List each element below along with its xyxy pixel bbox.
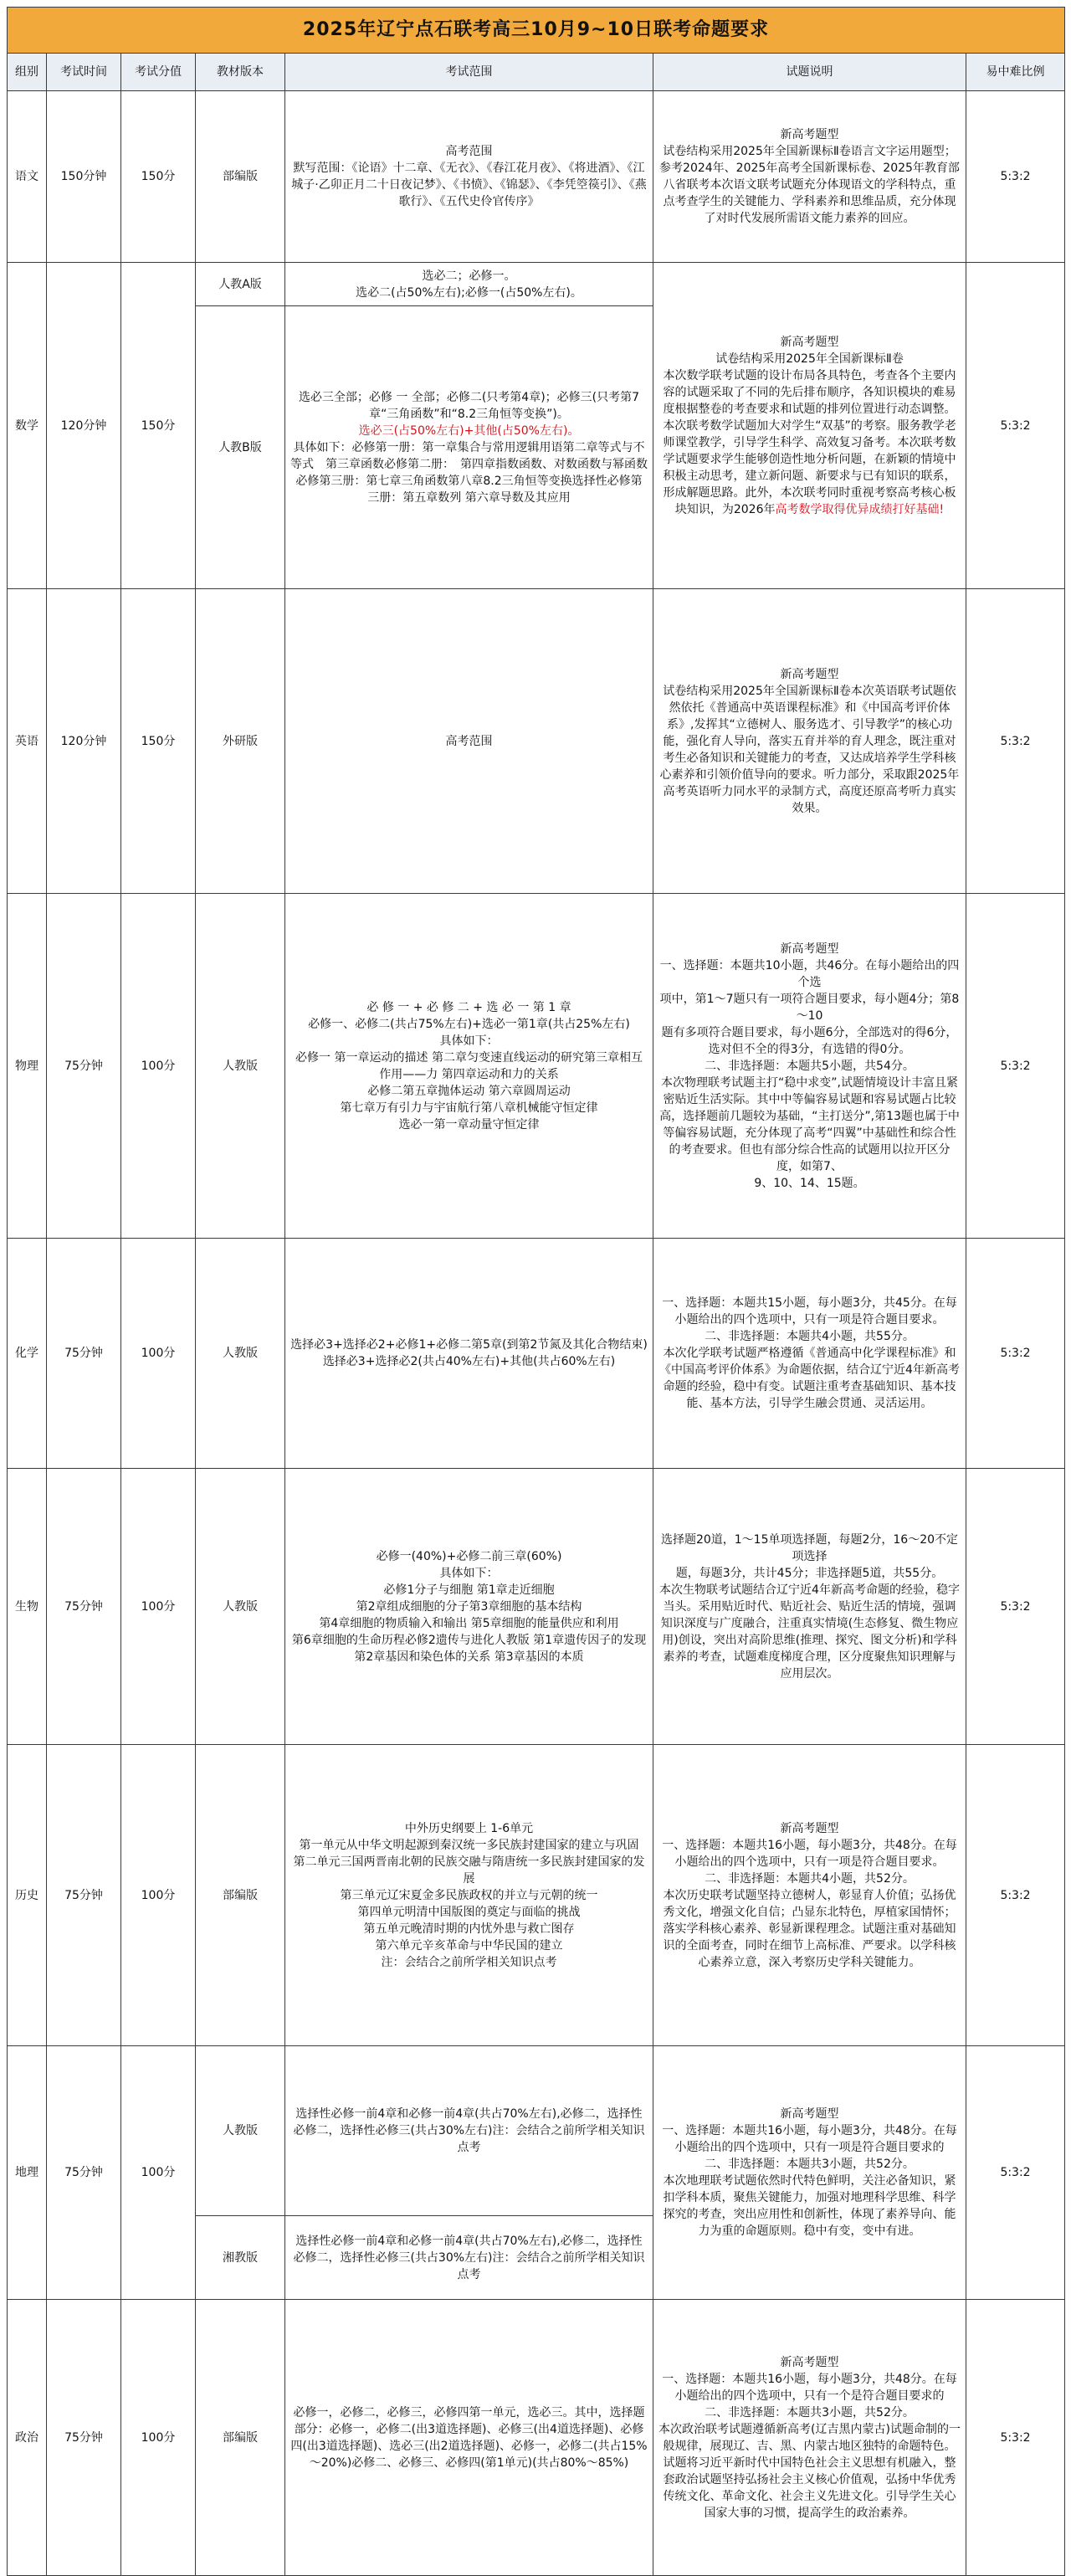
subject-cell: 物理: [8, 894, 47, 1239]
exam-requirements-sheet: [7, 7, 1064, 2576]
header-cell: 易中难比例: [966, 54, 1065, 91]
score-cell: 100分: [121, 1469, 196, 1745]
subject-cell: 地理: [8, 2046, 47, 2300]
scope-cell: 中外历史纲要上 1-6单元 第一单元从中华文明起源到秦汉统一多民族封建国家的建立与巩固 第二单元三国两晋南北朝的民族交融与隋唐统一多民族封建国家的发展 第三单元辽宋夏金多民族政权的并立与元朝的统一 第四单元明清中国版图的奠定与面临的挑战 第五单元晚清时期的内忧外患与救亡图存 第六单元辛亥革命与中华民国的建立 注：会结合之前所学相关知识点考: [285, 1745, 653, 2046]
time-cell: 150分钟: [47, 91, 121, 263]
explain-cell: [653, 263, 966, 589]
scope-cell: 选择必3+选择必2+必修1+必修二第5章(到第2节氮及其化合物结束) 选择必3+选择必2(共占40%左右)+其他(共占60%左右): [285, 1239, 653, 1469]
score-cell: 150分: [121, 589, 196, 894]
header-cell: 试题说明: [653, 54, 966, 91]
edition-cell: 人教版: [196, 1469, 285, 1745]
explain-cell: 一、选择题：本题共15小题，每小题3分，共45分。在每小题给出的四个选项中，只有一项是符合题目要求。 二、非选择题：本题共4小题，共55分。 本次化学联考试题严格遵循《普通高中化学课程标准》和《中国高考评价体系》为命题依据，结合辽宁近4年新高考命题的经验，稳中有变。试题注重考查基础知识、基本技能、基本方法，引导学生融会贯通、灵活运用。: [653, 1239, 966, 1469]
row-history: [8, 1745, 1065, 2046]
ratio-cell: 5:3:2: [966, 894, 1065, 1239]
score-cell: 100分: [121, 894, 196, 1239]
time-cell: 75分钟: [47, 1745, 121, 2046]
explain-cell: 新高考题型 试卷结构采用2025年全国新课标Ⅱ卷语言文字运用题型；参考2024年、2025年高考全国新课标卷、2025年教育部八省联考本次语文联考试题充分体现语文的学科特点，重点考查学生的关键能力、学科素养和思维品质，充分体现了对时代发展所需语文能力素养的回应。: [653, 91, 966, 263]
header-cell: 组别: [8, 54, 47, 91]
subject-cell: 语文: [8, 91, 47, 263]
edition-cell: 人教A版: [196, 263, 285, 306]
subject-cell: 政治: [8, 2300, 47, 2576]
row-chemistry: [8, 1239, 1065, 1469]
explain-cell: 新高考题型 试卷结构采用2025年全国新课标Ⅱ卷本次英语联考试题依然依托《普通高中英语课程标准》和《中国高考评价体系》,发挥其“立德树人、服务选才、引导教学”的核心功能，强化育人导向，落实五育并举的育人理念，既注重对考生必备知识和关键能力的考查，又达成培养学生学科核心素养和引领价值导向的要求。听力部分，采取跟2025年高考英语听力同水平的录制方式，高度还原高考听力真实效果。: [653, 589, 966, 894]
row-english: [8, 589, 1065, 894]
subject-cell: 历史: [8, 1745, 47, 2046]
scope-cell: 必修一(40%)+必修二前三章(60%) 具体如下： 必修1分子与细胞 第1章走近细胞 第2章组成细胞的分子第3章细胞的基本结构 第4章细胞的物质输入和输出 第5章细胞的能量供应和利用 第6章细胞的生命历程必修2遗传与进化人教版 第1章遗传因子的发现 第2章基因和染色体的关系 第3章基因的本质: [285, 1469, 653, 1745]
edition-cell: 人教B版: [196, 306, 285, 589]
score-cell: 100分: [121, 1745, 196, 2046]
edition-cell: 人教版: [196, 2046, 285, 2216]
ratio-cell: 5:3:2: [966, 1239, 1065, 1469]
requirements-table: [7, 7, 1065, 2576]
edition-cell: 部编版: [196, 1745, 285, 2046]
ratio-cell: 5:3:2: [966, 2046, 1065, 2300]
time-cell: 75分钟: [47, 894, 121, 1239]
edition-cell: 部编版: [196, 91, 285, 263]
scope-cell: 高考范围 默写范围：《论语》十二章、《无衣》、《春江花月夜》、《将进酒》、《江城子·乙卯正月二十日夜记梦》、《书愤》、《锦瑟》、《李凭箜篌引》、《燕歌行》、《五代史伶官传序》: [285, 91, 653, 263]
ratio-cell: 5:3:2: [966, 1745, 1065, 2046]
header-cell: 考试分值: [121, 54, 196, 91]
time-cell: 75分钟: [47, 1239, 121, 1469]
explain-highlight: 高考数学取得优异成绩打好基础!: [775, 502, 945, 516]
explain-text: 新高考题型 试卷结构采用2025年全国新课标Ⅱ卷 本次数学联考试题的设计布局各具特色，考查各个主要内容的试题采取了不同的先后排布顺序，各知识模块的难易度根据整卷的考查要求和试题的排列位置进行动态调整。本次联考数学试题加大对学生“双基”的考察。服务教学老师课堂教学，引导学生科学、高效复习备考。本次联考数学试题要求学生能够创造性地分析问题，在新颖的情境中积极主动思考，建立新问题、新要求与已有知识的联系，形成解题思路。此外，本次联考同时重视考察高考核心板块知识，为2026年: [663, 335, 956, 516]
edition-cell: 湘教版: [196, 2216, 285, 2300]
time-cell: 75分钟: [47, 2046, 121, 2300]
header-cell: 考试范围: [285, 54, 653, 91]
score-cell: 100分: [121, 2046, 196, 2300]
explain-cell: 新高考题型 一、选择题：本题共16小题，每小题3分，共48分。在每小题给出的四个选项中，只有一项是符合题目要求的 二、非选择题：本题共3小题，共52分。 本次地理联考试题依然时代特色鲜明，关注必备知识，紧扣学科本质，聚焦关键能力，加强对地理科学思维、科学探究的考查，突出应用性和创新性，体现了素养导向、能力为重的命题原则。稳中有变，变中有进。: [653, 2046, 966, 2300]
row-math: [8, 263, 1065, 306]
scope-detail: 具体如下：必修第一册：第一章集合与常用逻辑用语第二章等式与不等式 第三章函数必修第二册： 第四章指数函数、对数函数与幂函数必修第三册：第七章三角函数第八章8.2三角恒等变换选择性必修第三册：第五章数列 第六章导数及其应用: [290, 440, 648, 505]
subject-cell: 化学: [8, 1239, 47, 1469]
time-cell: 120分钟: [47, 263, 121, 589]
subject-cell: 生物: [8, 1469, 47, 1745]
subject-cell: 英语: [8, 589, 47, 894]
header-cell: 教材版本: [196, 54, 285, 91]
score-cell: 150分: [121, 91, 196, 263]
time-cell: 75分钟: [47, 1469, 121, 1745]
ratio-cell: 5:3:2: [966, 91, 1065, 263]
scope-cell: 高考范围: [285, 589, 653, 894]
row-chinese: [8, 91, 1065, 263]
scope-text: 选必三全部；必修 一 全部；必修二(只考第4章)；必修三(只考第7章“三角函数”和“8.2三角恒等变换”)。: [298, 390, 640, 421]
scope-cell: [285, 306, 653, 589]
ratio-cell: 5:3:2: [966, 1469, 1065, 1745]
page-title: 2025年辽宁点石联考高三10月9~10日联考命题要求: [8, 8, 1065, 54]
scope-cell: 选必二；必修一。 选必二(占50%左右);必修一(占50%左右)。: [285, 263, 653, 306]
score-cell: 150分: [121, 263, 196, 589]
scope-highlight: 选必三(占50%左右)+其他(占50%左右)。: [358, 423, 580, 438]
score-cell: 100分: [121, 2300, 196, 2576]
header-cell: 考试时间: [47, 54, 121, 91]
ratio-cell: 5:3:2: [966, 2300, 1065, 2576]
explain-cell: 新高考题型 一、选择题：本题共16小题，每小题3分，共48分。在每小题给出的四个选项中，只有一个是符合题目要求的 二、非选择题：本题共3小题，共52分。 本次政治联考试题遵循新高考(辽吉黑内蒙古)试题命制的一般规律，展现辽、吉、黑、内蒙古地区独特的命题特色。试题将习近平新时代中国特色社会主义思想有机融入，整套政治试题坚持弘扬社会主义核心价值观，弘扬中华优秀传统文化、革命文化、社会主义先进文化。引导学生关心国家大事的习惯，提高学生的政治素养。: [653, 2300, 966, 2576]
explain-cell: 新高考题型 一、选择题：本题共16小题，每小题3分，共48分。在每小题给出的四个选项中，只有一项是符合题目要求。 二、非选择题：本题共4小题，共52分。 本次历史联考试题坚持立德树人，彰显育人价值；弘扬优秀文化，增强文化自信；凸显东北特色，厚植家国情怀；落实学科核心素养、彰显新课程理念。试题注重对基础知识的全面考查，同时在细节上高标准、严要求。以学科核心素养立意，深入考察历史学科关键能力。: [653, 1745, 966, 2046]
score-cell: 100分: [121, 1239, 196, 1469]
row-biology: [8, 1469, 1065, 1745]
edition-cell: 人教版: [196, 894, 285, 1239]
row-geography: [8, 2046, 1065, 2216]
row-physics: [8, 894, 1065, 1239]
ratio-cell: 5:3:2: [966, 263, 1065, 589]
edition-cell: 外研版: [196, 589, 285, 894]
edition-cell: 人教版: [196, 1239, 285, 1469]
scope-cell: 选择性必修一前4章和必修一前4章(共占70%左右),必修二，选择性必修二，选择性必修三(共占30%左右)注：会结合之前所学相关知识点考: [285, 2046, 653, 2216]
explain-cell: 新高考题型 一、选择题：本题共10小题，共46分。在每小题给出的四个选 项中，第1～7题只有一项符合题目要求，每小题4分；第8～10 题有多项符合题目要求，每小题6分，全部选对的得6分，选对但不全的得3分，有选错的得0分。 二、非选择题：本题共5小题，共54分。 本次物理联考试题主打“稳中求变”,试题情境设计丰富且紧密贴近生活实际。其中中等偏容易试题和容易试题占比较高，选择题前几题较为基础，“主打送分”,第13题也属于中等偏容易试题，充分体现了高考“四翼”中基础性和综合性的考查要求。但也有部分综合性高的试题用以拉开区分度，如第7、 9、10、14、15题。: [653, 894, 966, 1239]
ratio-cell: 5:3:2: [966, 589, 1065, 894]
row-politics: [8, 2300, 1065, 2576]
edition-cell: 部编版: [196, 2300, 285, 2576]
time-cell: 120分钟: [47, 589, 121, 894]
scope-cell: 选择性必修一前4章和必修一前4章(共占70%左右),必修二，选择性必修二，选择性必修三(共占30%左右)注：会结合之前所学相关知识点考: [285, 2216, 653, 2300]
subject-cell: 数学: [8, 263, 47, 589]
scope-cell: 必修一，必修二，必修三，必修四第一单元，选必三。其中，选择题部分：必修一，必修二(出3道选择题)、必修三(出4道选择题)、必修四(出3道选择题)、选必三(出2道选择题)、必修一，必修二(共占15%～20%)必修二、必修三、必修四(第1单元)(共占80%～85%): [285, 2300, 653, 2576]
explain-cell: 选择题20道，1～15单项选择题，每题2分，16～20不定项选择 题，每题3分，共计45分；非选择题5道，共55分。 本次生物联考试题结合辽宁近4年新高考命题的经验，稳字当头。采用贴近时代、贴近社会、贴近生活的情境，强调知识深度与广度融合，注重真实情境(生态修复、微生物应用)创设，突出对高阶思维(推理、探究、图文分析)和学科素养的考查，试题难度梯度合理，区分度聚焦知识理解与应用层次。: [653, 1469, 966, 1745]
header-row: [8, 54, 1065, 91]
scope-cell: 必 修 一 + 必 修 二 + 选 必 一 第 1 章 必修一、必修二(共占75%左右)+选必一第1章(共占25%左右) 具体如下： 必修一 第一章运动的描述 第二章匀变速直线运动的研究第三章相互作用——力 第四章运动和力的关系 必修二第五章抛体运动 第六章圆周运动 第七章万有引力与宇宙航行第八章机械能守恒定律 选必一第一章动量守恒定律: [285, 894, 653, 1239]
time-cell: 75分钟: [47, 2300, 121, 2576]
